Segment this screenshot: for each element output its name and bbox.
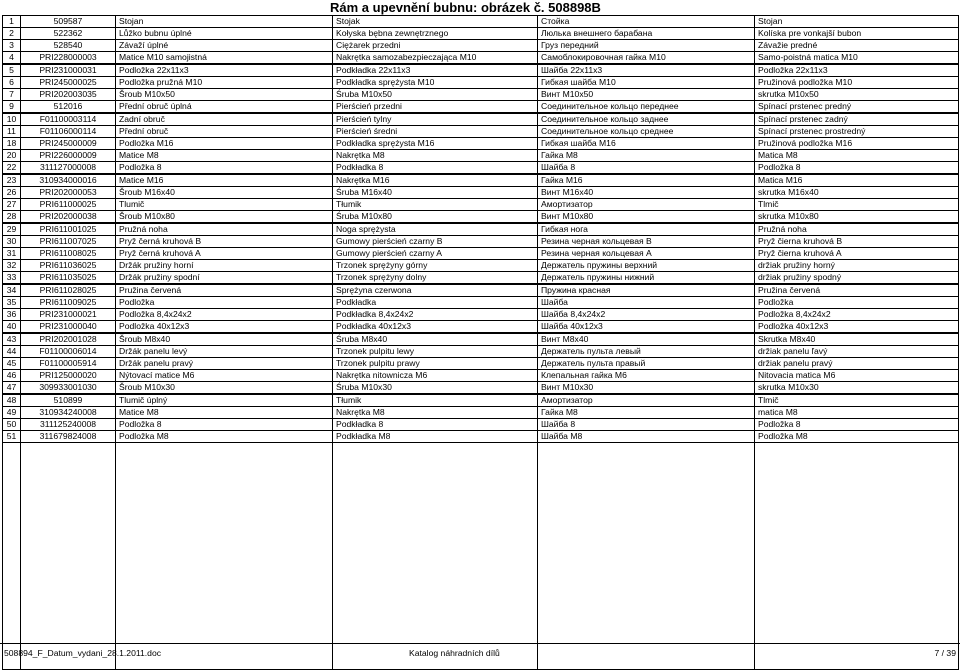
table-row	[3, 236, 959, 248]
name-russian-cell: Гайка M8	[538, 150, 755, 162]
name-russian-cell: Пружина красная	[538, 284, 755, 297]
position-cell: 23	[3, 174, 21, 187]
table-row	[3, 162, 959, 175]
name-slovak-cell: Matica M16	[755, 174, 959, 187]
position-cell: 11	[3, 126, 21, 138]
name-slovak-cell: Stojan	[755, 16, 959, 28]
name-czech-cell: Podložka 8	[116, 162, 333, 175]
part-code-cell: 509587	[21, 16, 116, 28]
part-code-cell: PRI202001028	[21, 333, 116, 346]
name-polish-cell: Śruba M10x30	[333, 382, 538, 395]
name-russian-cell: Гибкая нога	[538, 223, 755, 236]
name-slovak-cell: skrutka M10x50	[755, 89, 959, 101]
name-polish-cell: Nakrętka M16	[333, 174, 538, 187]
name-russian-cell: Соединительное кольцо среднее	[538, 126, 755, 138]
part-code-cell: PRI611036025	[21, 260, 116, 272]
part-code-cell: F01100005914	[21, 358, 116, 370]
name-czech-cell: Šroub M10x80	[116, 211, 333, 224]
name-slovak-cell: držiak panelu ľavý	[755, 346, 959, 358]
name-russian-cell: Держатель пульта правый	[538, 358, 755, 370]
table-row	[3, 211, 959, 224]
name-czech-cell: Stojan	[116, 16, 333, 28]
name-polish-cell: Nakrętka M8	[333, 150, 538, 162]
part-code-cell: PRI202003035	[21, 89, 116, 101]
name-russian-cell: Винт M16x40	[538, 187, 755, 199]
table-row	[3, 138, 959, 150]
part-code-cell: PRI231000040	[21, 321, 116, 334]
position-cell: 46	[3, 370, 21, 382]
name-slovak-cell: Podložka 8,4x24x2	[755, 309, 959, 321]
name-czech-cell: Šroub M8x40	[116, 333, 333, 346]
name-slovak-cell: držiak pružiny spodný	[755, 272, 959, 285]
name-russian-cell: Шайба 8	[538, 419, 755, 431]
name-polish-cell: Śruba M10x50	[333, 89, 538, 101]
footer-catalog-title: Katalog náhradních dílů	[409, 648, 500, 658]
position-cell: 10	[3, 113, 21, 126]
name-czech-cell: Matice M16	[116, 174, 333, 187]
name-russian-cell: Амортизатор	[538, 394, 755, 407]
part-code-cell: PRI125000020	[21, 370, 116, 382]
table-row	[3, 321, 959, 334]
name-slovak-cell: Závažie predné	[755, 40, 959, 52]
position-cell: 43	[3, 333, 21, 346]
name-polish-cell: Pierścień przedni	[333, 101, 538, 114]
part-code-cell: PRI231000021	[21, 309, 116, 321]
position-cell: 33	[3, 272, 21, 285]
position-cell: 47	[3, 382, 21, 395]
part-code-cell: 309933001030	[21, 382, 116, 395]
name-russian-cell: Груз передний	[538, 40, 755, 52]
name-slovak-cell: Spínací prstenec prostredný	[755, 126, 959, 138]
table-row	[3, 16, 959, 28]
name-russian-cell: Держатель пружины нижний	[538, 272, 755, 285]
position-cell: 28	[3, 211, 21, 224]
name-russian-cell: Шайба 8	[538, 162, 755, 175]
name-polish-cell: Trzonek pulpitu prawy	[333, 358, 538, 370]
position-cell: 50	[3, 419, 21, 431]
part-code-cell: 510899	[21, 394, 116, 407]
position-cell: 40	[3, 321, 21, 334]
name-polish-cell: Trzonek pulpitu lewy	[333, 346, 538, 358]
table-row	[3, 333, 959, 346]
name-russian-cell: Соединительное кольцо заднее	[538, 113, 755, 126]
position-cell: 36	[3, 309, 21, 321]
name-czech-cell: Zadní obruč	[116, 113, 333, 126]
name-slovak-cell: Tlmič	[755, 199, 959, 211]
name-czech-cell: Tlumič úplný	[116, 394, 333, 407]
name-czech-cell: Nýtovací matice M6	[116, 370, 333, 382]
name-czech-cell: Šroub M16x40	[116, 187, 333, 199]
name-russian-cell: Резина черная кольцевая A	[538, 248, 755, 260]
table-row	[3, 77, 959, 89]
name-russian-cell: Винт M10x80	[538, 211, 755, 224]
table-row	[3, 346, 959, 358]
part-code-cell: PRI611028025	[21, 284, 116, 297]
part-code-cell: PRI231000031	[21, 64, 116, 77]
name-russian-cell: Люлька внешнего барабана	[538, 28, 755, 40]
name-russian-cell: Гайка M16	[538, 174, 755, 187]
part-code-cell: PRI611007025	[21, 236, 116, 248]
name-polish-cell: Podkładka 22x11x3	[333, 64, 538, 77]
table-row	[3, 199, 959, 211]
name-czech-cell: Pružina červená	[116, 284, 333, 297]
name-polish-cell: Tłumik	[333, 199, 538, 211]
position-cell: 9	[3, 101, 21, 114]
part-code-cell: F01106000114	[21, 126, 116, 138]
part-code-cell: 311679824008	[21, 431, 116, 443]
position-cell: 31	[3, 248, 21, 260]
name-slovak-cell: skrutka M16x40	[755, 187, 959, 199]
parts-table-body	[3, 16, 959, 670]
position-cell: 3	[3, 40, 21, 52]
part-code-cell: PRI202000053	[21, 187, 116, 199]
name-polish-cell: Ciężarek przedni	[333, 40, 538, 52]
name-czech-cell: Podložka M16	[116, 138, 333, 150]
name-czech-cell: Podložka 8	[116, 419, 333, 431]
table-row	[3, 126, 959, 138]
position-cell: 18	[3, 138, 21, 150]
name-russian-cell: Соединительное кольцо переднее	[538, 101, 755, 114]
parts-table	[2, 15, 959, 670]
name-polish-cell: Śruba M8x40	[333, 333, 538, 346]
name-polish-cell: Sprężyna czerwona	[333, 284, 538, 297]
table-row	[3, 284, 959, 297]
name-slovak-cell: držiak pružiny horný	[755, 260, 959, 272]
name-slovak-cell: Matica M8	[755, 150, 959, 162]
position-cell: 22	[3, 162, 21, 175]
name-slovak-cell: Skrutka M8x40	[755, 333, 959, 346]
position-cell: 44	[3, 346, 21, 358]
part-code-cell: F01100003114	[21, 113, 116, 126]
table-row	[3, 358, 959, 370]
name-polish-cell: Podkładka 8	[333, 162, 538, 175]
name-polish-cell: Noga sprężysta	[333, 223, 538, 236]
table-empty-row	[3, 443, 959, 670]
table-row	[3, 272, 959, 285]
table-row	[3, 174, 959, 187]
name-slovak-cell: Pryž čierna kruhová A	[755, 248, 959, 260]
name-slovak-cell: Pryž čierna kruhová B	[755, 236, 959, 248]
table-row	[3, 394, 959, 407]
name-polish-cell: Trzonek sprężyny górny	[333, 260, 538, 272]
name-polish-cell: Śruba M16x40	[333, 187, 538, 199]
name-slovak-cell: Pružina červená	[755, 284, 959, 297]
position-cell: 6	[3, 77, 21, 89]
part-code-cell: PRI226000009	[21, 150, 116, 162]
name-czech-cell: Pružná noha	[116, 223, 333, 236]
part-code-cell: PRI611008025	[21, 248, 116, 260]
name-slovak-cell: Samo-poistná matica M10	[755, 52, 959, 65]
page-footer	[0, 643, 960, 663]
part-code-cell: PRI202000038	[21, 211, 116, 224]
name-slovak-cell: Spínací prstenec zadný	[755, 113, 959, 126]
name-slovak-cell: Nitovacia matica M6	[755, 370, 959, 382]
name-czech-cell: Podložka 40x12x3	[116, 321, 333, 334]
table-row	[3, 382, 959, 395]
position-cell: 5	[3, 64, 21, 77]
empty-cell	[21, 443, 116, 670]
name-polish-cell: Kołyska bębna zewnętrznego	[333, 28, 538, 40]
name-polish-cell: Nakrętka samozabezpieczająca M10	[333, 52, 538, 65]
name-slovak-cell: Podložka	[755, 297, 959, 309]
name-polish-cell: Podkładka 40x12x3	[333, 321, 538, 334]
name-russian-cell: Шайба 8,4x24x2	[538, 309, 755, 321]
name-czech-cell: Pryž černá kruhová B	[116, 236, 333, 248]
name-slovak-cell: Spínací prstenec predný	[755, 101, 959, 114]
part-code-cell: 528540	[21, 40, 116, 52]
name-russian-cell: Держатель пружины верхний	[538, 260, 755, 272]
name-czech-cell: Šroub M10x30	[116, 382, 333, 395]
name-polish-cell: Podkładka sprężysta M16	[333, 138, 538, 150]
table-row	[3, 113, 959, 126]
table-row	[3, 419, 959, 431]
name-slovak-cell: matica M8	[755, 407, 959, 419]
part-code-cell: PRI228000003	[21, 52, 116, 65]
name-russian-cell: Гайка M8	[538, 407, 755, 419]
table-row	[3, 64, 959, 77]
part-code-cell: 522362	[21, 28, 116, 40]
part-code-cell: 311125240008	[21, 419, 116, 431]
name-slovak-cell: skrutka M10x30	[755, 382, 959, 395]
name-slovak-cell: Pružinová podložka M10	[755, 77, 959, 89]
name-polish-cell: Śruba M10x80	[333, 211, 538, 224]
position-cell: 26	[3, 187, 21, 199]
table-row	[3, 309, 959, 321]
name-slovak-cell: Podložka 8	[755, 162, 959, 175]
name-polish-cell: Podkładka sprężysta M10	[333, 77, 538, 89]
table-row	[3, 52, 959, 65]
name-czech-cell: Držák panelu levý	[116, 346, 333, 358]
table-row	[3, 248, 959, 260]
position-cell: 20	[3, 150, 21, 162]
empty-cell	[755, 443, 959, 670]
empty-cell	[538, 443, 755, 670]
name-czech-cell: Matice M8	[116, 407, 333, 419]
page-title: Rám a upevnění bubnu: obrázek č. 508898B	[330, 0, 601, 15]
name-czech-cell: Pryž černá kruhová A	[116, 248, 333, 260]
position-cell: 48	[3, 394, 21, 407]
name-russian-cell: Амортизатор	[538, 199, 755, 211]
position-cell: 45	[3, 358, 21, 370]
part-code-cell: 310934000016	[21, 174, 116, 187]
name-czech-cell: Přední obruč	[116, 126, 333, 138]
name-czech-cell: Lůžko bubnu úplné	[116, 28, 333, 40]
part-code-cell: F01100006014	[21, 346, 116, 358]
table-row	[3, 40, 959, 52]
position-cell: 34	[3, 284, 21, 297]
name-czech-cell: Držák pružiny horní	[116, 260, 333, 272]
name-slovak-cell: Pružná noha	[755, 223, 959, 236]
footer-page-number: 7 / 39	[934, 648, 956, 658]
table-row	[3, 431, 959, 443]
name-czech-cell: Držák panelu pravý	[116, 358, 333, 370]
name-slovak-cell: Kolíska pre vonkajší bubon	[755, 28, 959, 40]
name-russian-cell: Винт M8x40	[538, 333, 755, 346]
name-russian-cell: Винт M10x50	[538, 89, 755, 101]
empty-cell	[333, 443, 538, 670]
name-russian-cell: Шайба	[538, 297, 755, 309]
part-code-cell: 310934240008	[21, 407, 116, 419]
name-czech-cell: Podložka M8	[116, 431, 333, 443]
position-cell: 27	[3, 199, 21, 211]
part-code-cell: 512016	[21, 101, 116, 114]
name-polish-cell: Pierścień tylny	[333, 113, 538, 126]
table-row	[3, 89, 959, 101]
name-czech-cell: Podložka 22x11x3	[116, 64, 333, 77]
name-russian-cell: Стойка	[538, 16, 755, 28]
name-polish-cell: Gumowy pierścień czarny B	[333, 236, 538, 248]
name-slovak-cell: Tlmič	[755, 394, 959, 407]
position-cell: 49	[3, 407, 21, 419]
name-czech-cell: Šroub M10x50	[116, 89, 333, 101]
name-czech-cell: Držák pružiny spodní	[116, 272, 333, 285]
name-russian-cell: Самоблокировочная гайка M10	[538, 52, 755, 65]
position-cell: 7	[3, 89, 21, 101]
name-russian-cell: Винт M10x30	[538, 382, 755, 395]
position-cell: 32	[3, 260, 21, 272]
name-russian-cell: Гибкая шайба M16	[538, 138, 755, 150]
footer-file-name: 508894_F_Datum_vydani_28.1.2011.doc	[4, 648, 162, 658]
table-row	[3, 260, 959, 272]
name-slovak-cell: Podložka 22x11x3	[755, 64, 959, 77]
part-code-cell: PRI245000009	[21, 138, 116, 150]
name-czech-cell: Matice M8	[116, 150, 333, 162]
name-slovak-cell: Podložka 40x12x3	[755, 321, 959, 334]
position-cell: 29	[3, 223, 21, 236]
position-cell: 51	[3, 431, 21, 443]
position-cell: 30	[3, 236, 21, 248]
empty-cell	[3, 443, 21, 670]
name-polish-cell: Podkładka	[333, 297, 538, 309]
name-czech-cell: Přední obruč úplná	[116, 101, 333, 114]
table-row	[3, 223, 959, 236]
part-code-cell: PRI611009025	[21, 297, 116, 309]
name-slovak-cell: Podložka M8	[755, 431, 959, 443]
name-slovak-cell: držiak panelu pravý	[755, 358, 959, 370]
name-polish-cell: Nakrętka nitownicza M6	[333, 370, 538, 382]
name-polish-cell: Stojak	[333, 16, 538, 28]
table-row	[3, 297, 959, 309]
part-code-cell: PRI245000025	[21, 77, 116, 89]
name-russian-cell: Шайба M8	[538, 431, 755, 443]
table-row	[3, 187, 959, 199]
name-russian-cell: Резина черная кольцевая B	[538, 236, 755, 248]
part-code-cell: PRI611000025	[21, 199, 116, 211]
name-slovak-cell: Podložka 8	[755, 419, 959, 431]
name-czech-cell: Podložka pružná M10	[116, 77, 333, 89]
name-czech-cell: Tlumič	[116, 199, 333, 211]
name-russian-cell: Шайба 22x11x3	[538, 64, 755, 77]
name-polish-cell: Podkładka M8	[333, 431, 538, 443]
name-russian-cell: Клепальная гайка M6	[538, 370, 755, 382]
name-polish-cell: Podkładka 8,4x24x2	[333, 309, 538, 321]
table-row	[3, 370, 959, 382]
name-czech-cell: Podložka 8,4x24x2	[116, 309, 333, 321]
name-russian-cell: Шайба 40x12x3	[538, 321, 755, 334]
part-code-cell: PRI611001025	[21, 223, 116, 236]
name-polish-cell: Tłumik	[333, 394, 538, 407]
empty-cell	[116, 443, 333, 670]
name-czech-cell: Podložka	[116, 297, 333, 309]
name-slovak-cell: Pružinová podložka M16	[755, 138, 959, 150]
name-polish-cell: Pierścień średni	[333, 126, 538, 138]
table-row	[3, 407, 959, 419]
name-polish-cell: Trzonek sprężyny dolny	[333, 272, 538, 285]
name-russian-cell: Гибкая шайба M10	[538, 77, 755, 89]
table-row	[3, 101, 959, 114]
name-slovak-cell: skrutka M10x80	[755, 211, 959, 224]
name-russian-cell: Держатель пульта левый	[538, 346, 755, 358]
position-cell: 35	[3, 297, 21, 309]
position-cell: 2	[3, 28, 21, 40]
name-czech-cell: Závaží úplné	[116, 40, 333, 52]
part-code-cell: PRI611035025	[21, 272, 116, 285]
name-polish-cell: Nakrętka M8	[333, 407, 538, 419]
table-row	[3, 150, 959, 162]
name-czech-cell: Matice M10 samojistná	[116, 52, 333, 65]
name-polish-cell: Gumowy pierścień czarny A	[333, 248, 538, 260]
position-cell: 1	[3, 16, 21, 28]
position-cell: 4	[3, 52, 21, 65]
table-row	[3, 28, 959, 40]
name-polish-cell: Podkładka 8	[333, 419, 538, 431]
part-code-cell: 311127000008	[21, 162, 116, 175]
